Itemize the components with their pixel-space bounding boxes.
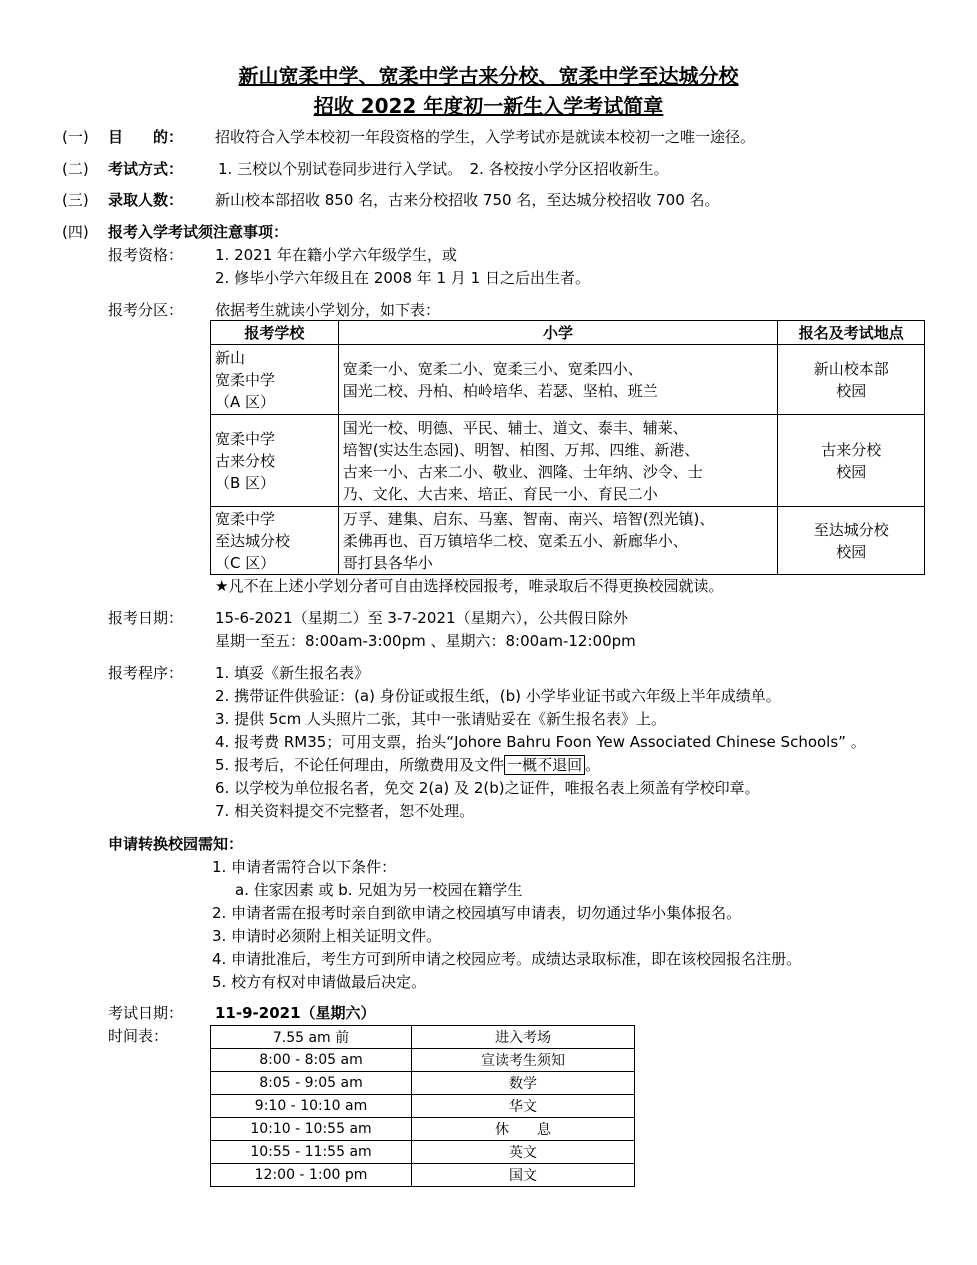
table-row: 9:10 - 10:10 am 华文 bbox=[211, 1095, 635, 1118]
exam-date-label: 考试日期： bbox=[108, 1004, 184, 1022]
date-label: 报考日期： bbox=[108, 609, 184, 627]
section-number: (一) bbox=[62, 128, 89, 146]
list-item: 3. 提供 5cm 人头照片二张，其中一张请贴妥在《新生报名表》上。 bbox=[215, 710, 667, 728]
table-row: 10:10 - 10:55 am 休 息 bbox=[211, 1118, 635, 1141]
zone-table bbox=[210, 320, 925, 575]
document-subtitle: 招收 2022 年度初一新生入学考试简章 bbox=[313, 94, 664, 118]
section-text: 新山校本部招收 850 名，古来分校招收 750 名，至达城分校招收 700 名。 bbox=[215, 191, 720, 209]
list-item: 4. 报考费 RM35；可用支票，抬头“Johore Bahru Foon Yew Associated Chinese Schools” 。 bbox=[215, 733, 866, 751]
section-number: (三) bbox=[62, 191, 89, 209]
section-text: 1. 三校以个别试卷同步进行入学试。 2. 各校按小学分区招收新生。 bbox=[218, 160, 669, 178]
no-refund-box: 一概不退回 bbox=[504, 755, 585, 775]
zone-primaries: 万孚、建集、启东、马塞、智南、南兴、培智(烈光镇)、 柔佛再也、百万镇培华二校、宽柔五小、新廊华小、 哥打县各华小 bbox=[338, 507, 778, 575]
zone-note: ★凡不在上述小学划分者可自由选择校园报考，唯录取后不得更换校园就读。 bbox=[215, 577, 724, 595]
table-row: 12:00 - 1:00 pm 国文 bbox=[211, 1164, 635, 1187]
zone-venue: 古来分校 校园 bbox=[778, 415, 925, 507]
zone-venue: 新山校本部 校园 bbox=[778, 345, 925, 415]
list-item: 7. 相关资料提交不完整者，恕不处理。 bbox=[215, 802, 475, 820]
list-item: 2. 修毕小学六年级且在 2008 年 1 月 1 日之后出生者。 bbox=[215, 269, 590, 287]
schedule-label: 时间表： bbox=[108, 1027, 169, 1045]
zone-school: 新山 宽柔中学 （A 区） bbox=[211, 345, 339, 415]
registration-hours: 星期一至五：8:00am-3:00pm 、星期六：8:00am-12:00pm bbox=[215, 632, 636, 650]
section-label: 报考入学考试须注意事项： bbox=[108, 223, 289, 241]
table-header: 小学 bbox=[338, 321, 778, 345]
eligibility-label: 报考资格： bbox=[108, 246, 184, 264]
transfer-heading: 申请转换校园需知： bbox=[108, 835, 244, 853]
procedure-label: 报考程序： bbox=[108, 664, 184, 682]
section-label: 考试方式： bbox=[108, 160, 184, 178]
section-label: 录取人数： bbox=[108, 191, 184, 209]
table-row bbox=[211, 507, 925, 575]
zone-label: 报考分区： bbox=[108, 301, 184, 319]
list-item: 4. 申请批准后，考生方可到所申请之校园应考。成绩达录取标准，即在该校园报名注册。 bbox=[212, 950, 802, 968]
table-header: 报考学校 bbox=[211, 321, 339, 345]
section-text: 招收符合入学本校初一年段资格的学生，入学考试亦是就读本校初一之唯一途径。 bbox=[215, 128, 756, 146]
zone-school: 宽柔中学 至达城分校 （C 区） bbox=[211, 507, 339, 575]
list-item: 1. 2021 年在籍小学六年级学生，或 bbox=[215, 246, 458, 264]
table-row bbox=[211, 415, 925, 507]
exam-date: 11-9-2021（星期六） bbox=[215, 1004, 376, 1022]
table-header: 报名及考试地点 bbox=[778, 321, 925, 345]
list-item: 6. 以学校为单位报名者，免交 2(a) 及 2(b)之证件，唯报名表上须盖有学校印章。 bbox=[215, 779, 760, 797]
list-item: 1. 填妥《新生报名表》 bbox=[215, 664, 370, 682]
section-label: 目 的： bbox=[108, 128, 184, 146]
registration-date: 15-6-2021（星期二）至 3-7-2021（星期六），公共假日除外 bbox=[215, 609, 628, 627]
list-item: 2. 携带证件供验证：(a) 身份证或报生纸，(b) 小学毕业证书或六年级上半年成绩单。 bbox=[215, 687, 781, 705]
table-row: 10:55 - 11:55 am 英文 bbox=[211, 1141, 635, 1164]
list-item: a. 住家因素 或 b. 兄姐为另一校园在籍学生 bbox=[235, 881, 523, 899]
list-item: 5. 报考后，不论任何理由，所缴费用及文件 一概不退回 。 bbox=[215, 756, 601, 774]
table-row: 7.55 am 前 进入考场 bbox=[211, 1026, 635, 1049]
list-item: 5. 校方有权对申请做最后决定。 bbox=[212, 973, 427, 991]
schedule-table bbox=[210, 1025, 635, 1187]
zone-intro: 依据考生就读小学划分，如下表： bbox=[215, 301, 441, 319]
zone-primaries: 宽柔一小、宽柔二小、宽柔三小、宽柔四小、 国光二校、丹柏、柏岭培华、若瑟、坚柏、班兰 bbox=[338, 345, 778, 415]
table-row: 8:05 - 9:05 am 数学 bbox=[211, 1072, 635, 1095]
document-title: 新山宽柔中学、宽柔中学古来分校、宽柔中学至达城分校 bbox=[238, 64, 739, 88]
zone-primaries: 国光一校、明德、平民、辅士、道文、泰丰、辅莱、 培智(实达生态园)、明智、柏图、万邦、四维、新港、 古来一小、古来二小、敬业、泗隆、士年纳、沙令、士 乃、文化、大古来、培正、育民一小、育民二小 bbox=[338, 415, 778, 507]
section-number: (四) bbox=[62, 223, 89, 241]
zone-school: 宽柔中学 古来分校 （B 区） bbox=[211, 415, 339, 507]
table-row bbox=[211, 345, 925, 415]
table-row: 8:00 - 8:05 am 宣读考生须知 bbox=[211, 1049, 635, 1072]
section-number: (二) bbox=[62, 160, 89, 178]
list-item: 1. 申请者需符合以下条件： bbox=[212, 858, 397, 876]
zone-venue: 至达城分校 校园 bbox=[778, 507, 925, 575]
list-item: 2. 申请者需在报考时亲自到欲申请之校园填写申请表，切勿通过华小集体报名。 bbox=[212, 904, 742, 922]
list-item: 3. 申请时必须附上相关证明文件。 bbox=[212, 927, 442, 945]
